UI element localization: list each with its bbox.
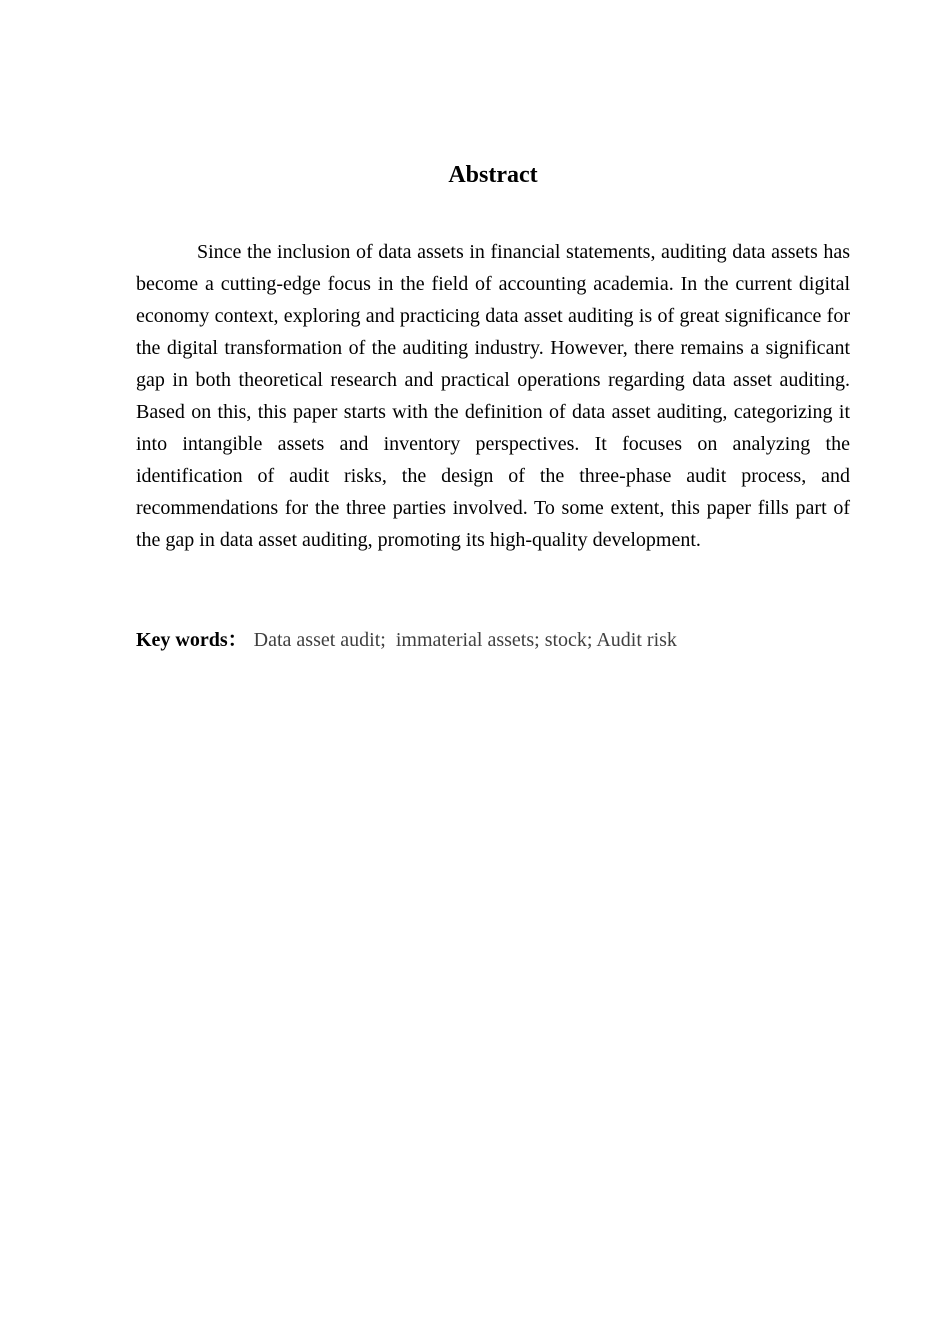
keywords-label: Key words (136, 629, 228, 651)
keywords-line (136, 624, 850, 656)
abstract-heading: Abstract (448, 162, 538, 188)
abstract-paragraph: Since the inclusion of data assets in financial statements, auditing data assets has become a cutting-edge focus in the field of accounting academia. In the current digital economy context, exploring and practicing data asset auditing is of great significance for the digital transformation of the auditing industry. However, there remains a significant gap in both theoretical research and practical operations regarding data asset auditing. Based on this, this paper starts with the definition of data asset auditing, categorizing it into intangible assets and inventory perspectives. It focuses on analyzing the identification of audit risks, the design of the three-phase audit process, and recommendations for the three parties involved. To some extent, this paper fills part of the gap in data asset auditing, promoting its high-quality development. (136, 241, 850, 551)
keywords-separator: ： (227, 629, 248, 651)
keywords-values: Data asset audit; immaterial assets; stock; Audit risk (253, 629, 677, 651)
